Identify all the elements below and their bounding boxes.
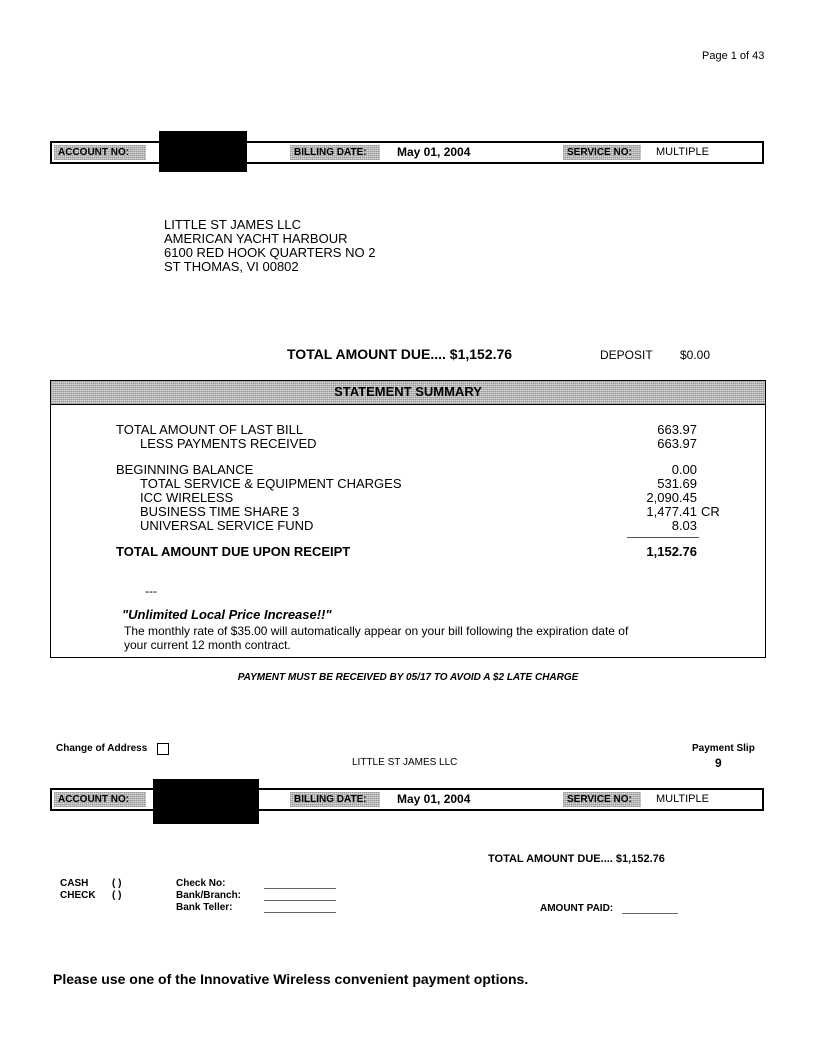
address-line: AMERICAN YACHT HARBOUR: [164, 231, 348, 246]
promo-text: The monthly rate of $35.00 will automatically appear on your bill following the expiration date of: [124, 624, 629, 638]
statement-summary: [50, 380, 766, 658]
billing-date-label: BILLING DATE:: [290, 792, 380, 807]
payment-slip-number: 9: [715, 756, 722, 770]
deposit-value: $0.00: [680, 348, 711, 362]
check-option[interactable]: ( ): [112, 890, 122, 901]
footer-text: convenient payment options.: [334, 971, 529, 987]
address-block: [164, 218, 375, 274]
change-of-address-checkbox[interactable]: [157, 743, 169, 755]
summary-row-amount: 2,090.45: [646, 490, 697, 505]
billing-date-value: May 01, 2004: [397, 792, 471, 806]
summary-row-amount: 663.97: [657, 422, 697, 437]
account-header-bar: [50, 141, 764, 164]
slip-customer-name: LITTLE ST JAMES LLC: [352, 757, 458, 768]
payment-options-footer: [53, 971, 528, 987]
bank-branch-field[interactable]: [264, 900, 336, 901]
deposit-label: DEPOSIT: [600, 348, 653, 362]
page-number: Page 1 of 43: [702, 50, 765, 62]
redacted-account-number: [159, 131, 247, 172]
summary-row-amount: 1,477.41: [646, 504, 697, 519]
promo-text: your current 12 month contract.: [124, 638, 291, 652]
company-name: Innovative Wireless: [200, 971, 331, 987]
slip-total-amount-due: TOTAL AMOUNT DUE.... $1,152.76: [488, 853, 665, 865]
change-of-address-label: Change of Address: [56, 743, 148, 754]
total-amount-due: TOTAL AMOUNT DUE.... $1,152.76: [287, 346, 513, 362]
summary-row-label: BEGINNING BALANCE: [116, 462, 254, 477]
summary-total-label: TOTAL AMOUNT DUE UPON RECEIPT: [116, 544, 351, 559]
summary-row-label: TOTAL SERVICE & EQUIPMENT CHARGES: [140, 476, 402, 491]
redacted-account-number: [153, 779, 259, 824]
separator-dashes: ---: [145, 584, 157, 598]
bank-teller-label: Bank Teller:: [176, 902, 233, 913]
check-label: CHECK: [60, 890, 96, 901]
summary-row-amount: 0.00: [671, 462, 697, 477]
summary-row-amount: 663.97: [657, 436, 697, 451]
statement-summary-title: STATEMENT SUMMARY: [51, 381, 765, 405]
address-line: LITTLE ST JAMES LLC: [164, 217, 302, 232]
amount-paid-field[interactable]: [622, 913, 678, 914]
service-no-label: SERVICE NO:: [563, 145, 641, 160]
promo-title: "Unlimited Local Price Increase!!": [122, 607, 332, 622]
cash-option[interactable]: ( ): [112, 878, 122, 889]
summary-row-label: TOTAL AMOUNT OF LAST BILL: [116, 422, 304, 437]
address-line: 6100 RED HOOK QUARTERS NO 2: [164, 245, 376, 260]
summary-row-amount: 8.03: [671, 518, 697, 533]
account-no-label: ACCOUNT NO:: [54, 145, 146, 160]
account-no-label: ACCOUNT NO:: [54, 792, 146, 807]
cash-label: CASH: [60, 878, 89, 889]
bank-branch-label: Bank/Branch:: [176, 890, 242, 901]
summary-row-amount: 531.69: [657, 476, 697, 491]
footer-text: Please use one of the: [53, 971, 197, 987]
service-no-value: MULTIPLE: [656, 146, 709, 158]
amount-paid-label: AMOUNT PAID:: [540, 903, 614, 914]
service-no-label: SERVICE NO:: [563, 792, 641, 807]
summary-row-label: BUSINESS TIME SHARE 3: [140, 504, 300, 519]
address-line: ST THOMAS, VI 00802: [164, 259, 299, 274]
payment-slip-label: Payment Slip: [692, 743, 755, 754]
check-no-label: Check No:: [176, 878, 226, 889]
summary-row-label: LESS PAYMENTS RECEIVED: [140, 436, 317, 451]
check-no-field[interactable]: [264, 888, 336, 889]
billing-date-value: May 01, 2004: [397, 145, 471, 159]
credit-suffix: CR: [701, 504, 720, 519]
late-charge-notice: PAYMENT MUST BE RECEIVED BY 05/17 TO AVOID A $2 LATE CHARGE: [237, 672, 579, 683]
summary-total-amount: 1,152.76: [646, 544, 697, 559]
sum-divider: [627, 537, 699, 538]
billing-date-label: BILLING DATE:: [290, 145, 380, 160]
summary-row-label: UNIVERSAL SERVICE FUND: [140, 518, 314, 533]
service-no-value: MULTIPLE: [656, 793, 709, 805]
bank-teller-field[interactable]: [264, 912, 336, 913]
summary-row-label: ICC WIRELESS: [140, 490, 234, 505]
